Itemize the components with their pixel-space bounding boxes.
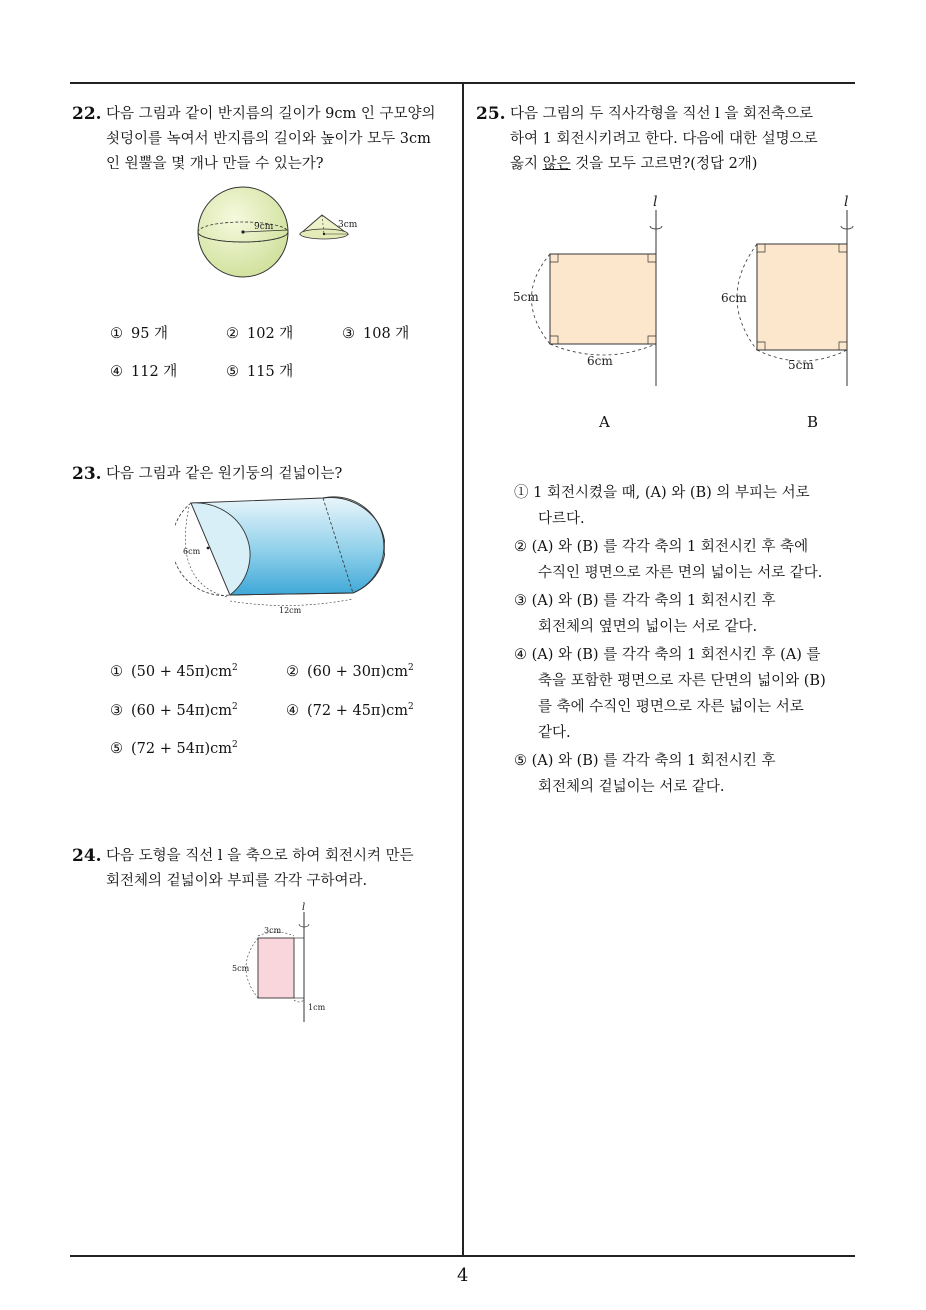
option-text: (A) 와 (B) 를 각각 축의 1 회전시킨 후 (A) 를 — [531, 647, 821, 663]
question-25-text — [510, 102, 818, 177]
axis-b-label: l — [844, 194, 849, 210]
choice-mark: ④ — [110, 364, 123, 380]
underlined-not: 않은 — [542, 156, 571, 172]
question-25-line: 하여 1 회전시키려고 한다. 다음에 대한 설명으로 — [510, 131, 818, 147]
option-line: 같다. — [538, 725, 571, 741]
question-24-number: 24. — [72, 846, 102, 866]
cone-radius-label: 3cm — [338, 220, 358, 230]
choice-mark: ② — [226, 326, 239, 342]
rect-a-height-label: 5cm — [513, 290, 539, 304]
column-divider — [462, 82, 464, 1257]
option-line: 회전체의 옆면의 넓이는 서로 같다. — [538, 619, 758, 635]
choice-exponent: 2 — [407, 663, 414, 673]
question-24-line: 다음 도형을 직선 l 을 축으로 하여 회전시켜 만든 — [106, 848, 414, 864]
question-23-line: 다음 그림과 같은 원기둥의 겉넓이는? — [106, 466, 343, 482]
question-24-line: 회전체의 겉넓이와 부피를 각각 구하여라. — [106, 873, 368, 889]
q22-figure — [190, 182, 390, 282]
q22-choice-2[interactable] — [226, 322, 293, 343]
cylinder-length-label: 12cm — [279, 606, 302, 615]
option-text: (A) 와 (B) 를 각각 축의 1 회전시킨 후 축에 — [531, 539, 809, 555]
line3-post: 것을 모두 고르면?(정답 2개) — [570, 156, 758, 172]
axis-label: l — [302, 902, 306, 913]
choice-text: 108 개 — [363, 326, 410, 342]
option-line — [514, 534, 822, 560]
q22-choice-3[interactable] — [342, 322, 409, 343]
choice-exponent: 2 — [231, 740, 238, 750]
choice-text: (50 + 45π)cm — [131, 663, 232, 680]
choice-text: 102 개 — [247, 326, 294, 342]
choice-mark: ⑤ — [226, 364, 239, 380]
option-text: (A) 와 (B) 를 각각 축의 1 회전시킨 후 — [531, 593, 776, 609]
option-text: 1 회전시켰을 때, (A) 와 (B) 의 부피는 서로 — [533, 485, 810, 501]
height-label: 5cm — [232, 964, 250, 973]
line3-pre: 옳지 — [510, 156, 543, 172]
choice-mark: ⑤ — [514, 753, 527, 769]
option-line — [514, 748, 776, 774]
option-line — [514, 480, 810, 506]
option-line: 축을 포함한 평면으로 자른 단면의 넓이와 (B) — [538, 673, 826, 689]
q23-choice-4[interactable] — [286, 702, 414, 719]
option-line: 회전체의 겉넓이는 서로 같다. — [538, 779, 725, 795]
axis-a-label: l — [653, 194, 658, 210]
option-line — [514, 642, 826, 668]
cylinder-radius-label: 6cm — [183, 547, 201, 556]
q25-figure — [505, 188, 860, 393]
choice-mark: ① — [110, 326, 123, 342]
sphere-radius-label: 9cm — [254, 222, 274, 232]
question-22-line: 쇳덩이를 녹여서 반지름의 길이와 높이가 모두 3cm — [106, 131, 431, 147]
choice-text: 112 개 — [131, 364, 178, 380]
choice-text: 115 개 — [247, 364, 294, 380]
option-line: 를 축에 수직인 평면으로 자른 넓이는 서로 — [538, 699, 804, 715]
choice-mark: ② — [286, 663, 299, 680]
q22-choice-4[interactable] — [110, 360, 177, 381]
choice-text: (72 + 54π)cm — [131, 740, 232, 757]
choice-mark: ③ — [342, 326, 355, 342]
q23-choice-2[interactable] — [286, 663, 414, 680]
question-22-number: 22. — [72, 104, 102, 124]
q25-option-3[interactable] — [514, 588, 776, 640]
choice-text: (60 + 30π)cm — [307, 663, 408, 680]
choice-exponent: 2 — [231, 663, 238, 673]
rectangle-a — [550, 254, 656, 344]
bottom-rule — [70, 1255, 855, 1257]
q23-choice-5[interactable] — [110, 740, 238, 757]
figure-a-label: A — [599, 413, 610, 431]
option-line: 다르다. — [538, 511, 585, 527]
q25-option-4[interactable] — [514, 642, 826, 746]
question-22-text — [106, 102, 436, 177]
q25-option-1[interactable] — [514, 480, 810, 532]
rect-a-width-label: 6cm — [587, 354, 613, 368]
rectangle-b — [757, 244, 847, 350]
choice-exponent: 2 — [231, 702, 238, 712]
option-line: 수직인 평면으로 자른 면의 넓이는 서로 같다. — [538, 565, 823, 581]
page-number: 4 — [457, 1265, 469, 1286]
choice-mark: ① — [110, 663, 123, 680]
q22-choice-5[interactable] — [226, 360, 293, 381]
width-label: 3cm — [264, 926, 282, 935]
figure-b-label: B — [807, 413, 819, 431]
q23-choice-1[interactable] — [110, 663, 238, 680]
choice-exponent: 2 — [407, 702, 414, 712]
q25-option-5[interactable] — [514, 748, 776, 800]
rotated-rectangle — [258, 938, 294, 998]
choice-mark: ③ — [514, 593, 527, 609]
question-25-line: 다음 그림의 두 직사각형을 직선 l 을 회전축으로 — [510, 106, 814, 122]
question-23-text — [106, 462, 342, 487]
question-23-number: 23. — [72, 464, 102, 484]
question-25-number: 25. — [476, 104, 506, 124]
question-25-line-3 — [510, 152, 818, 177]
question-24-text — [106, 844, 414, 894]
rect-b-height-label: 6cm — [721, 291, 747, 305]
question-22-line: 인 원뿔을 몇 개나 만들 수 있는가? — [106, 156, 324, 172]
gap-label: 1cm — [308, 1003, 326, 1012]
rect-b-width-label: 5cm — [788, 358, 814, 372]
option-text: (A) 와 (B) 를 각각 축의 1 회전시킨 후 — [531, 753, 776, 769]
choice-mark: ⑤ — [110, 740, 123, 757]
q25-option-2[interactable] — [514, 534, 822, 586]
q23-choice-3[interactable] — [110, 702, 238, 719]
option-line — [514, 588, 776, 614]
question-22-line: 다음 그림과 같이 반지름의 길이가 9cm 인 구모양의 — [106, 106, 436, 122]
choice-mark: ① — [514, 485, 529, 501]
choice-mark: ④ — [514, 647, 527, 663]
q24-figure — [228, 900, 338, 1025]
choice-mark: ④ — [286, 702, 299, 719]
q22-choice-1[interactable] — [110, 322, 168, 343]
q23-figure — [175, 493, 385, 618]
choice-mark: ③ — [110, 702, 123, 719]
choice-mark: ② — [514, 539, 527, 555]
choice-text: 95 개 — [131, 326, 169, 342]
choice-text: (72 + 45π)cm — [307, 702, 408, 719]
choice-text: (60 + 54π)cm — [131, 702, 232, 719]
